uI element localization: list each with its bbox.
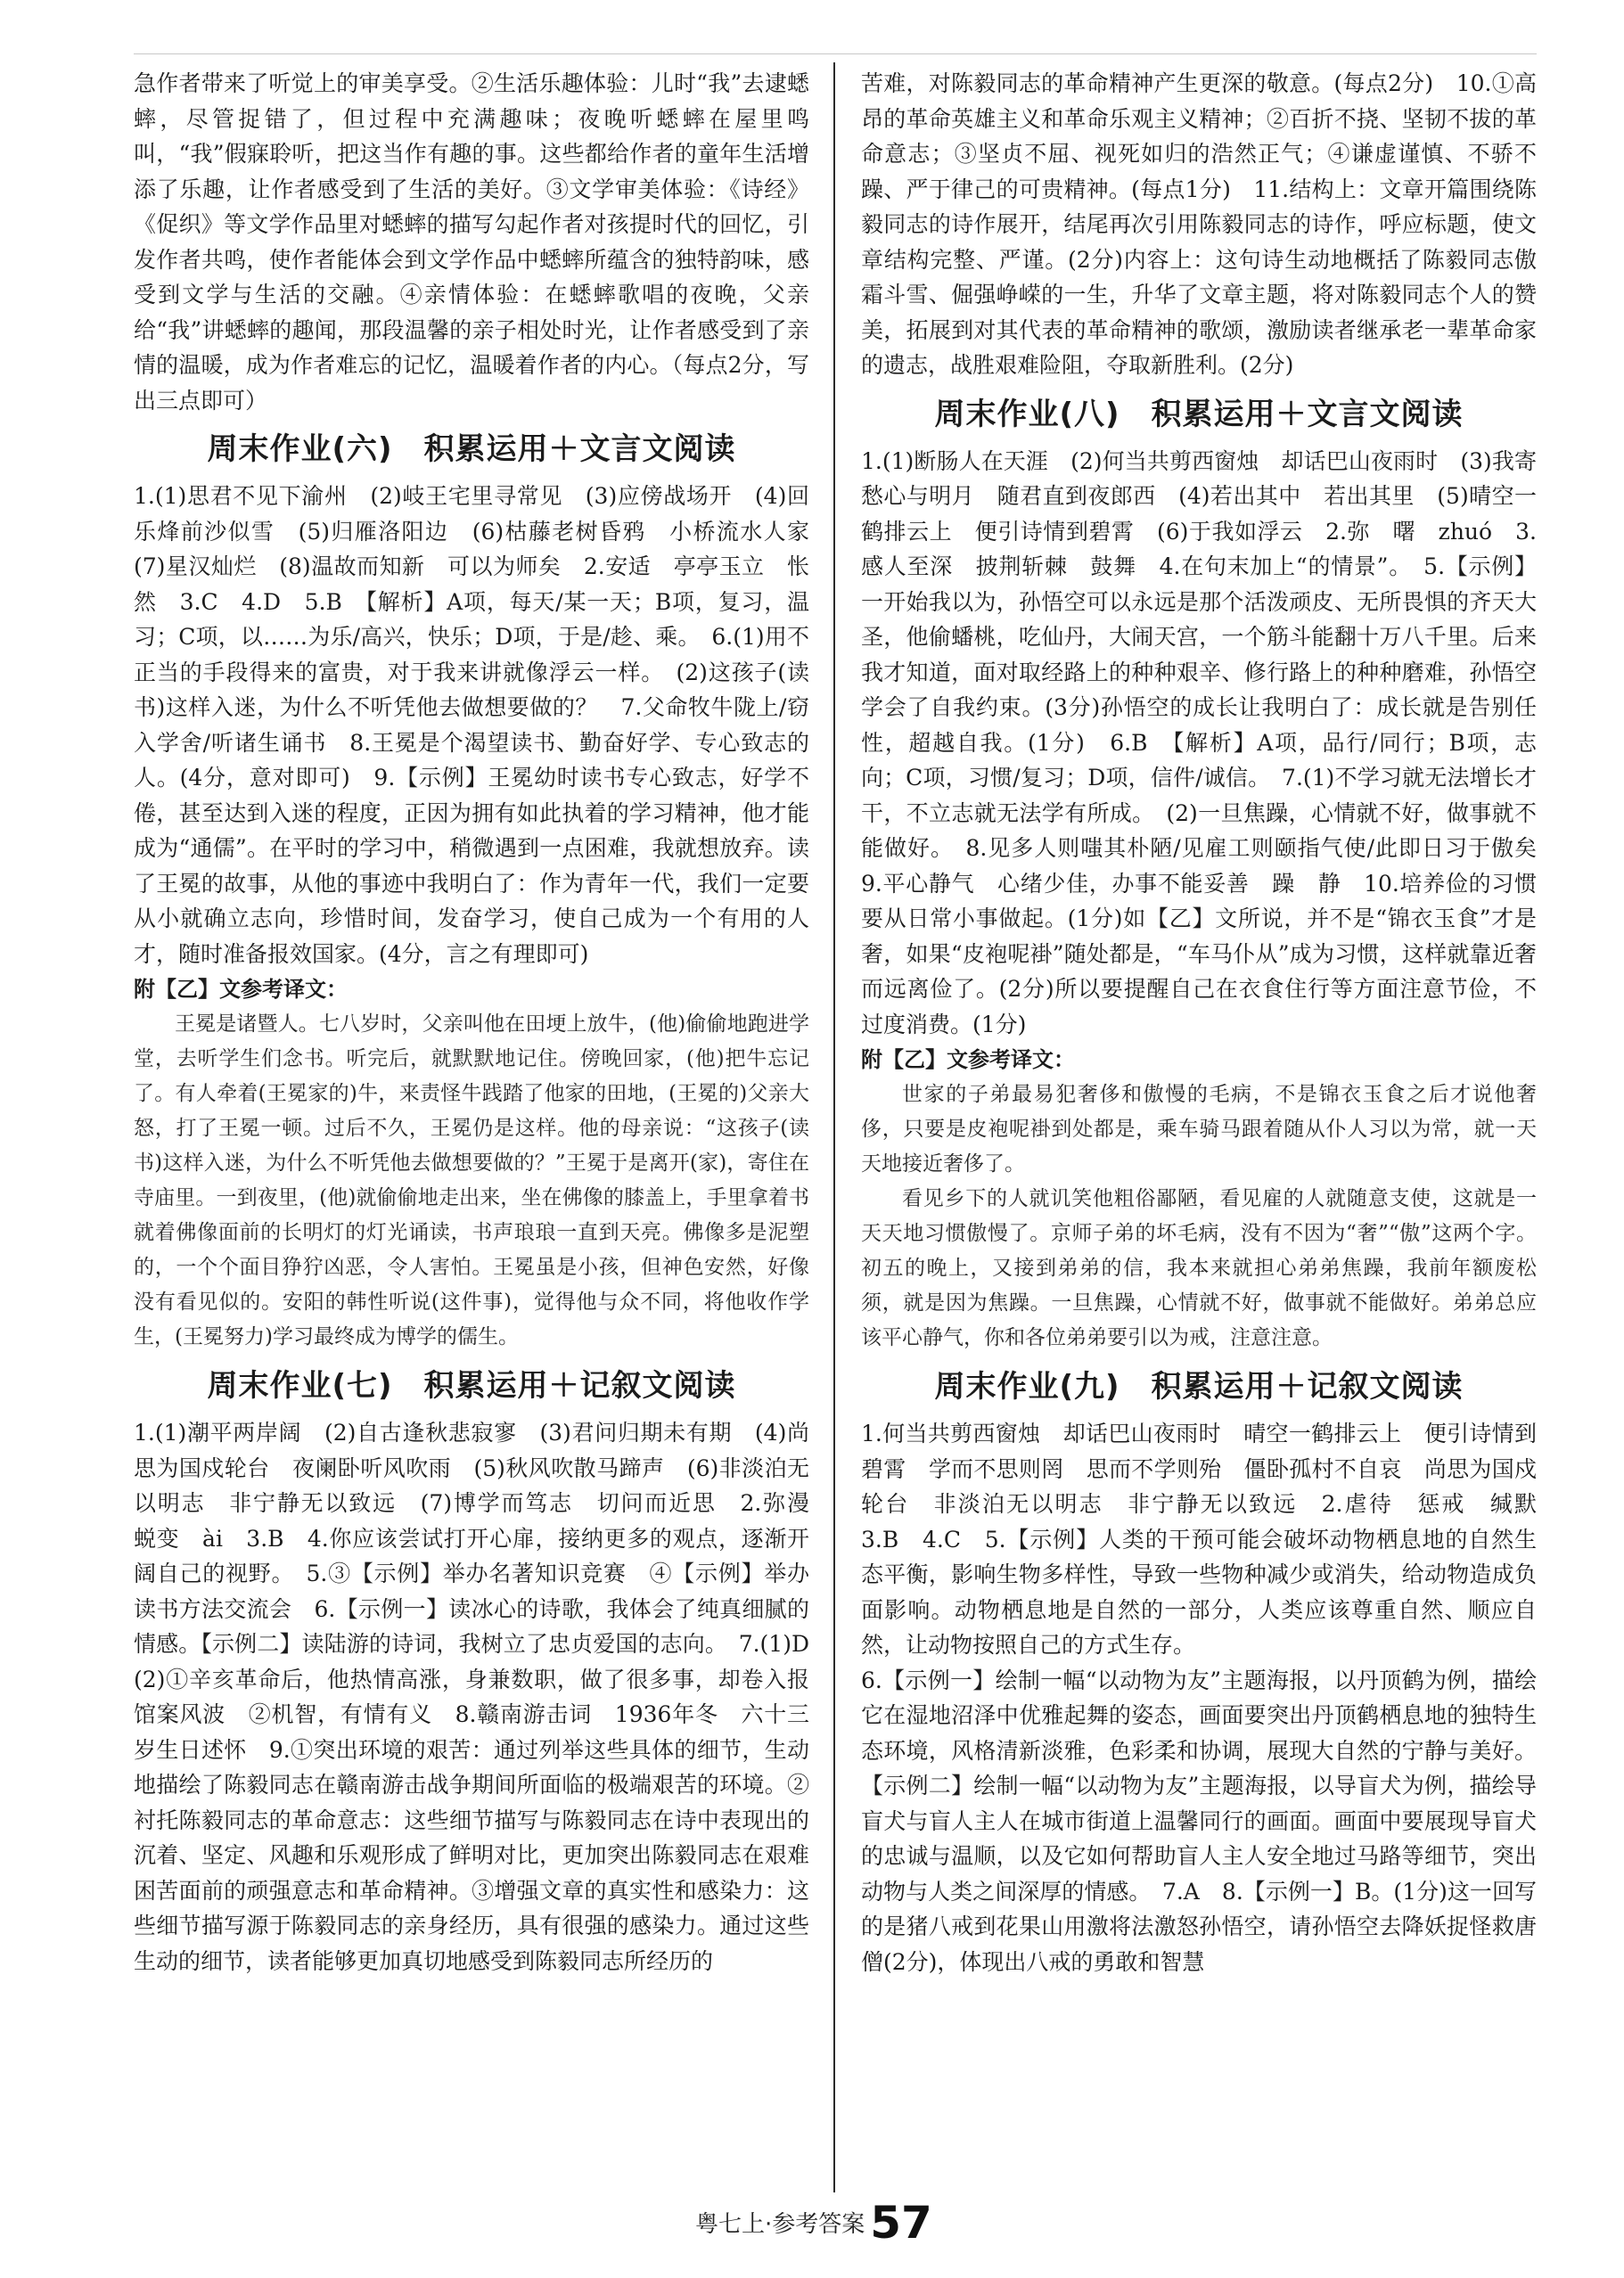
section-title-week8: 周末作业(八) 积累运用＋文言文阅读 — [934, 396, 1464, 432]
section-title-week9: 周末作业(九) 积累运用＋记叙文阅读 — [934, 1369, 1464, 1405]
page-footer — [695, 2194, 932, 2248]
column-divider — [833, 62, 835, 2192]
footer-label: 粤七上·参考答案 — [695, 2211, 865, 2238]
answer-paragraph: 1.(1)思君不见下渝州 (2)岐王宅里寻常见 (3)应傍战场开 (4)回乐烽前沙似雪 (5)归雁洛阳边 (6)枯藤老树昏鸦 小桥流水人家 (7)星汉灿烂 (8)温故而知新 可以为师矣 2.安适 亭亭玉立 怅然 3.C 4.D 5.B 【解析】A项，每天/某一天；B项，复习，温习；C项，以……为乐/高兴，快乐；D项，于是/趁、乘。 6.(1)用不正当的手段得来的富贵，对于我来讲就像浮云一样。 (2)这孩子(读书)这样入迷，为什么不听凭他去做想要做的？ 7.父命牧牛陇上/窃入学舍/听诸生诵书 8.王冕是个渴望读书、勤奋好学、专心致志的人。(4分，意对即可) 9.【示例】王冕幼时读书专心致志，好学不倦，甚至达到入迷的程度，正因为拥有如此执着的学习精神，他才能成为“通儒”。在平时的学习中，稍微遇到一点困难，我就想放弃。读了王冕的故事，从他的事迹中我明白了：作为青年一代，我们一定要从小就确立志向，珍惜时间，发奋学习，使自己成为一个有用的人才，随时准备报效国家。(4分，言之有理即可) — [134, 483, 833, 967]
answer-paragraph: 急作者带来了听觉上的审美享受。②生活乐趣体验：儿时“我”去逮蟋蟀，尽管捉错了，但过程中充满趣味；夜晚听蟋蟀在屋里鸣叫，“我”假寐聆听，把这当作有趣的事。这些都给作者的童年生活增添了乐趣，让作者感受到了生活的美好。③文学审美体验：《诗经》《促织》等文学作品里对蟋蟀的描写勾起作者对孩提时代的回忆，引发作者共鸣，使作者能体会到文学作品中蟋蟀所蕴含的独特韵味，感受到文学与生活的交融。④亲情体验：在蟋蟀歌唱的夜晚，父亲给“我”讲蟋蟀的趣闻，那段温馨的亲子相处时光，让作者感受到了亲情的温暖，成为作者难忘的记忆，温暖着作者的内心。（每点2分，写出三点即可） — [134, 70, 809, 414]
answer-paragraph: 6.【示例一】绘制一幅“以动物为友”主题海报，以丹顶鹤为例，描绘它在湿地沼泽中优雅起舞的姿态，画面要突出丹顶鹤栖息地的独特生态环境，风格清新淡雅，色彩柔和协调，展现大自然的宁静与美好。【示例二】绘制一幅“以动物为友”主题海报，以导盲犬为例，描绘导盲犬与盲人主人在城市街道上温馨同行的画面。画面中要展现导盲犬的忠诚与温顺，以及它如何帮助盲人主人安全地过马路等细节，突出动物与人类之间深厚的情感。 7.A 8.【示例一】B。(1分)这一回写的是猪八戒到花果山用激将法激怒孙悟空，请孙悟空去降妖捉怪救唐僧(2分)，体现出八戒的勇敢和智慧 — [861, 1667, 1537, 1975]
translation-heading: 附【乙】文参考译文： — [134, 977, 348, 1002]
section-title-week7: 周末作业(七) 积累运用＋记叙文阅读 — [207, 1368, 736, 1404]
section-title-week6: 周末作业(六) 积累运用＋文言文阅读 — [207, 431, 736, 467]
left-column — [134, 66, 833, 1979]
translation-text: 看见乡下的人就讥笑他粗俗鄙陋，看见雇的人就随意支使，这就是一天天地习惯傲慢了。京师子弟的坏毛病，没有不因为“奢”“傲”这两个字。初五的晚上，又接到弟弟的信，我本来就担心弟弟焦躁，我前年额废松须，就是因为焦躁。一旦焦躁，心情就不好，做事就不能做好。弟弟总应该平心静气，你和各位弟弟要引以为戒，注意注意。 — [861, 1187, 1537, 1349]
answer-paragraph: 苦难，对陈毅同志的革命精神产生更深的敬意。(每点2分) 10.①高昂的革命英雄主义和革命乐观主义精神；②百折不挠、坚韧不拔的革命意志；③坚贞不屈、视死如归的浩然正气；④谦虚谨慎、不骄不躁、严于律己的可贵精神。(每点1分) 11.结构上：文章开篇围绕陈毅同志的诗作展开，结尾再次引用陈毅同志的诗作，呼应标题，使文章结构完整、严谨。(2分)内容上：这句诗生动地概括了陈毅同志傲霜斗雪、倔强峥嵘的一生，升华了文章主题，将对陈毅同志个人的赞美，拓展到对其代表的革命精神的歌颂，激励读者继承老一辈革命家的遗志，战胜艰难险阻，夺取新胜利。(2分) — [861, 70, 1537, 378]
translation-text: 世家的子弟最易犯奢侈和傲慢的毛病，不是锦衣玉食之后才说他奢侈，只要是皮袍呢褂到处都是，乘车骑马跟着随从仆人习以为常，就一天天地接近奢侈了。 — [861, 1083, 1537, 1176]
answer-paragraph: 1.何当共剪西窗烛 却话巴山夜雨时 晴空一鹤排云上 便引诗情到碧霄 学而不思则罔 思而不学则殆 僵卧孤村不自哀 尚思为国戍轮台 非淡泊无以明志 非宁静无以致远 2.虐待 惩戒 缄默 3.B 4.C 5.【示例】人类的干预可能会破坏动物栖息地的自然生态平衡，影响生物多样性，导致一些物种减少或消失，给动物造成负面影响。动物栖息地是自然的一部分，人类应该尊重自然、顺应自然，让动物按照自己的方式生存。 — [861, 1421, 1560, 1658]
right-column — [861, 66, 1560, 1979]
translation-heading: 附【乙】文参考译文： — [861, 1047, 1075, 1072]
answer-paragraph: 1.(1)潮平两岸阔 (2)自古逢秋悲寂寥 (3)君问归期未有期 (4)尚思为国戍轮台 夜阑卧听风吹雨 (5)秋风吹散马蹄声 (6)非淡泊无以明志 非宁静无以致远 (7)博学而笃志 切问而近思 2.弥漫 蜕变 ài 3.B 4.你应该尝试打开心扉，接纳更多的观点，逐渐开阔自己的视野。 5.③【示例】举办名著知识竞赛 ④【示例】举办读书方法交流会 6.【示例一】读冰心的诗歌，我体会了纯真细腻的情感。【示例二】读陆游的诗词，我树立了忠贞爱国的志向。 7.(1)D (2)①辛亥革命后，他热情高涨，身兼数职，做了很多事，却卷入报馆案风波 ②机智，有情有义 8.赣南游击词 1936年冬 六十三岁生日述怀 9.①突出环境的艰苦：通过列举这些具体的细节，生动地描绘了陈毅同志在赣南游击战争期间所面临的极端艰苦的环境。②衬托陈毅同志的革命意志：这些细节描写与陈毅同志在诗中表现出的沉着、坚定、风趣和乐观形成了鲜明对比，更加突出陈毅同志在艰难困苦面前的顽强意志和革命精神。③增强文章的真实性和感染力：这些细节描写源于陈毅同志的亲身经历，具有很强的感染力。通过这些生动的细节，读者能够更加真切地感受到陈毅同志所经历的 — [134, 1420, 833, 1974]
translation-text: 王冕是诸暨人。七八岁时，父亲叫他在田埂上放牛，(他)偷偷地跑进学堂，去听学生们念书。听完后，就默默地记住。傍晚回家，(他)把牛忘记了。有人牵着(王冕家的)牛，来责怪牛践踏了他家的田地，(王冕的)父亲大怒，打了王冕一顿。过后不久，王冕仍是这样。他的母亲说：“这孩子(读书)这样入迷，为什么不听凭他去做想要做的？”王冕于是离开(家)，寄住在寺庙里。一到夜里，(他)就偷偷地走出来，坐在佛像的膝盖上，手里拿着书就着佛像面前的长明灯的灯光诵读，书声琅琅一直到天亮。佛像多是泥塑的，一个个面目狰狞凶恶，令人害怕。王冕虽是小孩，但神色安然，好像没有看见似的。安阳的韩性听说(这件事)，觉得他与众不同，将他收作学生，(王冕努力)学习最终成为博学的儒生。 — [134, 1012, 809, 1348]
answer-paragraph: 1.(1)断肠人在天涯 (2)何当共剪西窗烛 却话巴山夜雨时 (3)我寄愁心与明月 随君直到夜郎西 (4)若出其中 若出其里 (5)晴空一鹤排云上 便引诗情到碧霄 (6)于我如浮云 2.弥 曙 zhuó 3.感人至深 披荆斩棘 鼓舞 4.在句末加上“的情景”。 5.【示例】一开始我以为，孙悟空可以永远是那个活泼顽皮、无所畏惧的齐天大圣，他偷蟠桃，吃仙丹，大闹天宫，一个筋斗能翻十万八千里。后来我才知道，面对取经路上的种种艰辛、修行路上的种种磨难，孙悟空学会了自我约束。(3分)孙悟空的成长让我明白了：成长就是告别任性，超越自我。(1分) 6.B 【解析】A项，品行/同行；B项，志向；C项，习惯/复习；D项，信件/诚信。 7.(1)不学习就无法增长才干，不立志就无法学有所成。 (2)一旦焦躁，心情就不好，做事就不能做好。 8.见多人则嗤其朴陋/见雇工则颐指气使/此即日习于傲矣 9.平心静气 心绪少佳，办事不能妥善 躁 静 10.培养俭的习惯要从日常小事做起。(1分)如【乙】文所说，并不是“锦衣玉食”才是奢，如果“皮袍呢褂”随处都是，“车马仆从”成为习惯，这样就靠近奢而远离俭了。(2分)所以要提醒自己在衣食住行等方面注意节俭，不过度消费。(1分) — [861, 447, 1560, 1037]
page-number: 57 — [870, 2197, 932, 2249]
top-rule — [134, 53, 1537, 54]
